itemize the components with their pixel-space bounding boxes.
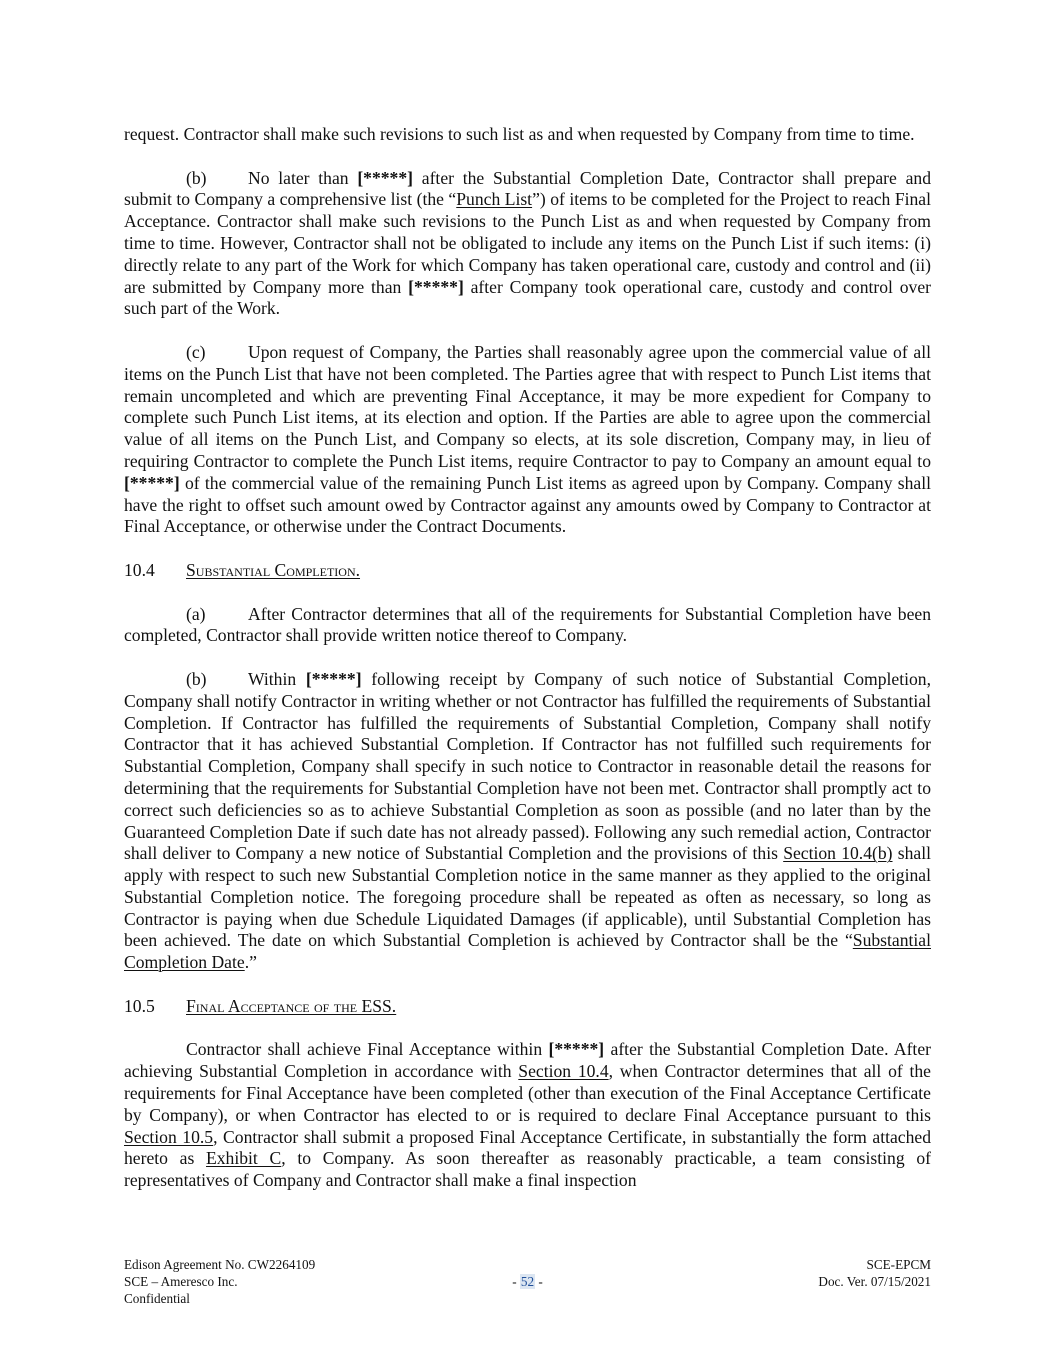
confidential-label: Confidential	[124, 1290, 190, 1306]
paragraph-10-4-a	[124, 604, 931, 648]
paragraph-continuation: request. Contractor shall make such revisions to such list as and when requested by Company from time to time.	[124, 124, 915, 144]
clause-label: (b)	[186, 668, 207, 689]
text-segment: .”	[244, 952, 257, 973]
redacted-text: [*****]	[124, 472, 180, 493]
text-segment: , to Company. As soon thereafter as reasonably practicable, a team consisting of representatives of Company and Contractor shall make a final inspection	[124, 1148, 931, 1191]
footer-right	[818, 1257, 931, 1291]
document-page	[124, 124, 931, 1192]
section-reference: Section 10.4	[518, 1061, 609, 1082]
clause-label: (c)	[186, 341, 206, 362]
text-segment: shall apply with respect to such new Substantial Completion notice in the same manner as they applied to the original Substantial Completion notice. The foregoing procedure shall be repeated as often as necessary, so long as Contractor is paying when due Schedule Liquidated Damages (if applicable), until Substantial Completion has been achieved. The date on which Substantial Completion is achieved by Contractor shall be the “	[124, 843, 931, 951]
section-heading-10-5	[124, 996, 931, 1018]
redacted-text: [*****]	[548, 1039, 605, 1060]
exhibit-reference: Exhibit C	[206, 1148, 282, 1169]
agreement-number: Edison Agreement No. CW2264109	[124, 1257, 316, 1272]
paragraph-10-3-b	[124, 168, 931, 321]
text-segment: ”) of items to be completed for the Project to reach Final Acceptance. Contractor shall make such revisions to the Punch List as and when requested by Company from time to time. However, Contractor shall not be obligated to include any items on the Punch List if such items: (i) directly relate to any part of the Work for which Company has taken operational care, custody and control and (ii) are submitted by Company more than	[124, 189, 931, 297]
section-heading-10-4	[124, 560, 931, 582]
page-suffix: -	[535, 1273, 543, 1289]
paragraph-10-3-c	[124, 342, 931, 538]
defined-term: Punch List	[456, 189, 533, 210]
page-number-block	[124, 1274, 931, 1291]
redacted-text: [*****]	[357, 167, 414, 188]
page-number: 52	[520, 1273, 535, 1289]
document-version: Doc. Ver. 07/15/2021	[818, 1273, 931, 1289]
text-segment: After Contractor determines that all of the requirements for Substantial Completion have been completed, Contractor shall provide written notice thereof to Company.	[124, 603, 931, 646]
section-number: 10.4	[124, 559, 155, 580]
defined-term: Substantial Completion Date	[124, 930, 931, 973]
paragraph-10-4-b	[124, 669, 931, 974]
text-segment: of the commercial value of the remaining Punch List items as agreed upon by Company. Company shall have the right to offset such amount owed by Contractor against any amounts owed by Company to Contractor at Final Acceptance, or otherwise under the Contract Documents.	[124, 472, 931, 537]
section-reference: Section 10.5	[124, 1126, 214, 1147]
redacted-text: [*****]	[408, 276, 464, 297]
document-code: SCE-EPCM	[866, 1257, 931, 1272]
clause-label: (a)	[186, 603, 206, 624]
text-segment: , Contractor shall submit a proposed Final Acceptance Certificate, in substantially the form attached hereto as	[124, 1126, 931, 1169]
section-title: Final Acceptance of the ESS.	[186, 995, 397, 1016]
page-prefix: -	[512, 1273, 520, 1289]
text-segment: Upon request of Company, the Parties shall reasonably agree upon the commercial value of all items on the Punch List that have not been completed. The Parties agree that with respect to Punch List items that remain uncompleted and which are preventing Final Acceptance, it may be more expedient for Company to complete such Punch List items, at its election and option. If the Parties are able to agree upon the commercial value of all items on the Punch List, and Company so elects, at its sole discretion, Company may, in lieu of requiring Contractor to complete the Punch List items, require Contractor to pay to Company an amount equal to	[124, 341, 931, 471]
text-segment: Within	[248, 668, 306, 689]
text-segment: following receipt by Company of such notice of Substantial Completion, Company shall notify Contractor in writing whether or not Contractor has fulfilled the requirements of Substantial Completion. If Contractor has fulfilled the requirements of Substantial Completion, Company shall notify Contractor that it has achieved Substantial Completion. If Contractor has not fulfilled such requirements for Substantial Completion, Company shall specify in such notice to Contractor in reasonable detail the reasons for determining that the requirements for Substantial Completion have not been met. Contractor shall promptly act to correct such deficiencies so as to achieve Substantial Completion as soon as possible (and no later than by the Guaranteed Completion Date if such date has not already passed). Following any such remedial action, Contractor shall deliver to Company a new notice of Substantial Completion and the provisions of this	[124, 668, 931, 864]
text-segment: after Company took operational care, custody and control over such part of the Work.	[124, 276, 931, 319]
text-segment: , when Contractor determines that all of the requirements for Final Acceptance have been completed (other than execution of the Final Acceptance Certificate by Company), or when Contractor has elected to or is required to declare Final Acceptance pursuant to this	[124, 1061, 931, 1125]
section-reference: Section 10.4(b)	[783, 843, 893, 864]
redacted-text: [*****]	[305, 668, 362, 689]
section-title: Substantial Completion.	[186, 559, 361, 580]
clause-label: (b)	[186, 167, 207, 188]
text-segment: after the Substantial Completion Date, Contractor shall prepare and submit to Company a comprehensive list (the “	[124, 167, 931, 210]
text-segment: No later than	[248, 167, 358, 188]
section-number: 10.5	[124, 995, 155, 1016]
text-segment: Contractor shall achieve Final Acceptance within	[186, 1039, 549, 1060]
parties: SCE – Ameresco Inc.	[124, 1273, 238, 1289]
paragraph-10-5	[124, 1039, 931, 1192]
text-segment: after the Substantial Completion Date. After achieving Substantial Completion in accordance with	[124, 1039, 931, 1082]
